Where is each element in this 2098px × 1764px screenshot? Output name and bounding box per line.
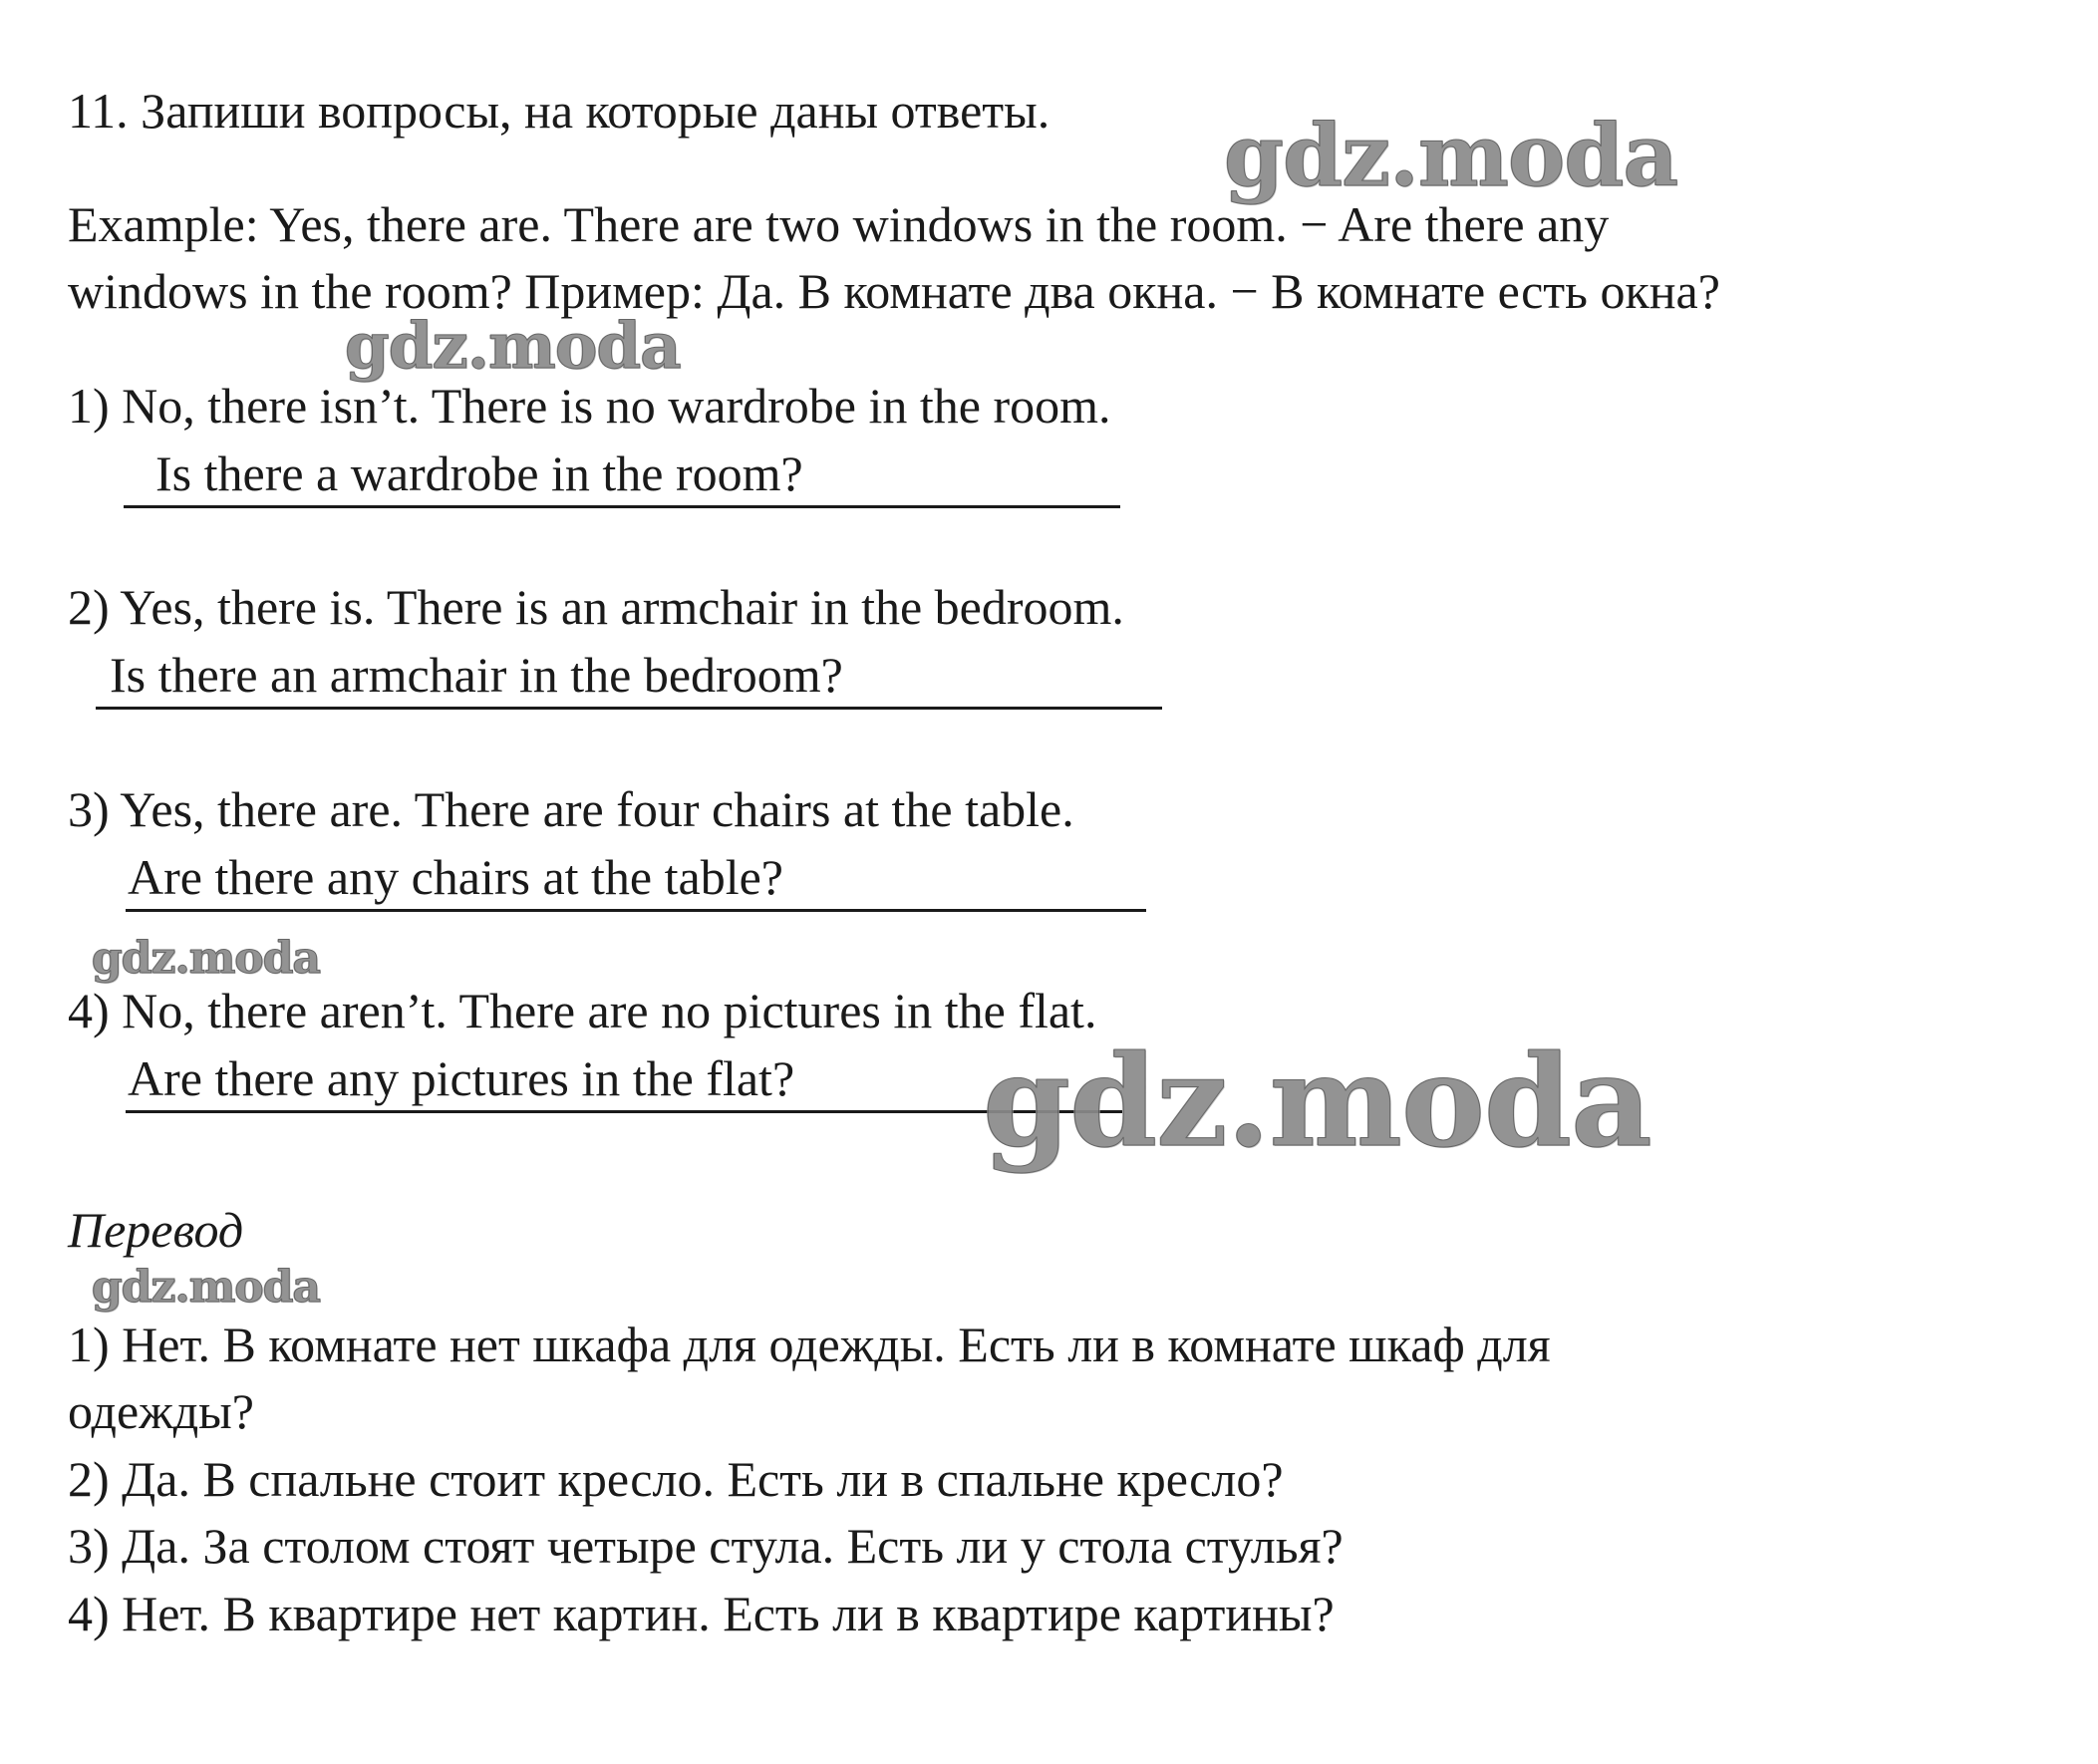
item-4-prompt: 4) No, there aren’t. There are no pictures in the flat.: [68, 983, 1097, 1038]
item-4-answer: Are there any pictures in the flat?: [126, 1049, 1122, 1113]
watermark-large: gdz.moda: [983, 1028, 1651, 1175]
example-line-1: Example: Yes, there are. There are two windows in the room. − Are there any: [68, 196, 1610, 252]
translation-line-2: одежды?: [68, 1383, 254, 1439]
item-3-answer: Are there any chairs at the table?: [126, 848, 1146, 912]
item-2-answer: Is there an armchair in the bedroom?: [96, 646, 1162, 710]
translation-line-1: 1) Нет. В комнате нет шкафа для одежды. Есть ли в комнате шкаф для: [68, 1317, 1551, 1372]
watermark-mid-left: gdz.moda: [92, 933, 321, 984]
task-title: 11. Запиши вопросы, на которые даны ответы.: [68, 83, 1050, 139]
translation-heading: Перевод: [68, 1202, 244, 1258]
item-2-prompt: 2) Yes, there is. There is an armchair in the bedroom.: [68, 579, 1124, 635]
watermark-top: gdz.moda: [1224, 106, 1678, 206]
item-3-prompt: 3) Yes, there are. There are four chairs at the table.: [68, 781, 1074, 837]
watermark-upper-left: gdz.moda: [345, 309, 681, 384]
translation-line-5: 4) Нет. В квартире нет картин. Есть ли в квартире картины?: [68, 1586, 1335, 1641]
item-1-prompt: 1) No, there isn’t. There is no wardrobe in the room.: [68, 378, 1111, 434]
translation-line-3: 2) Да. В спальне стоит кресло. Есть ли в спальне кресло?: [68, 1451, 1284, 1507]
watermark-lower-left: gdz.moda: [92, 1262, 321, 1313]
translation-line-4: 3) Да. За столом стоят четыре стула. Есть ли у стола стулья?: [68, 1518, 1344, 1574]
item-1-answer: Is there a wardrobe in the room?: [124, 444, 1120, 508]
example-line-2: windows in the room? Пример: Да. В комнате два окна. − В комнате есть окна?: [68, 263, 1720, 319]
